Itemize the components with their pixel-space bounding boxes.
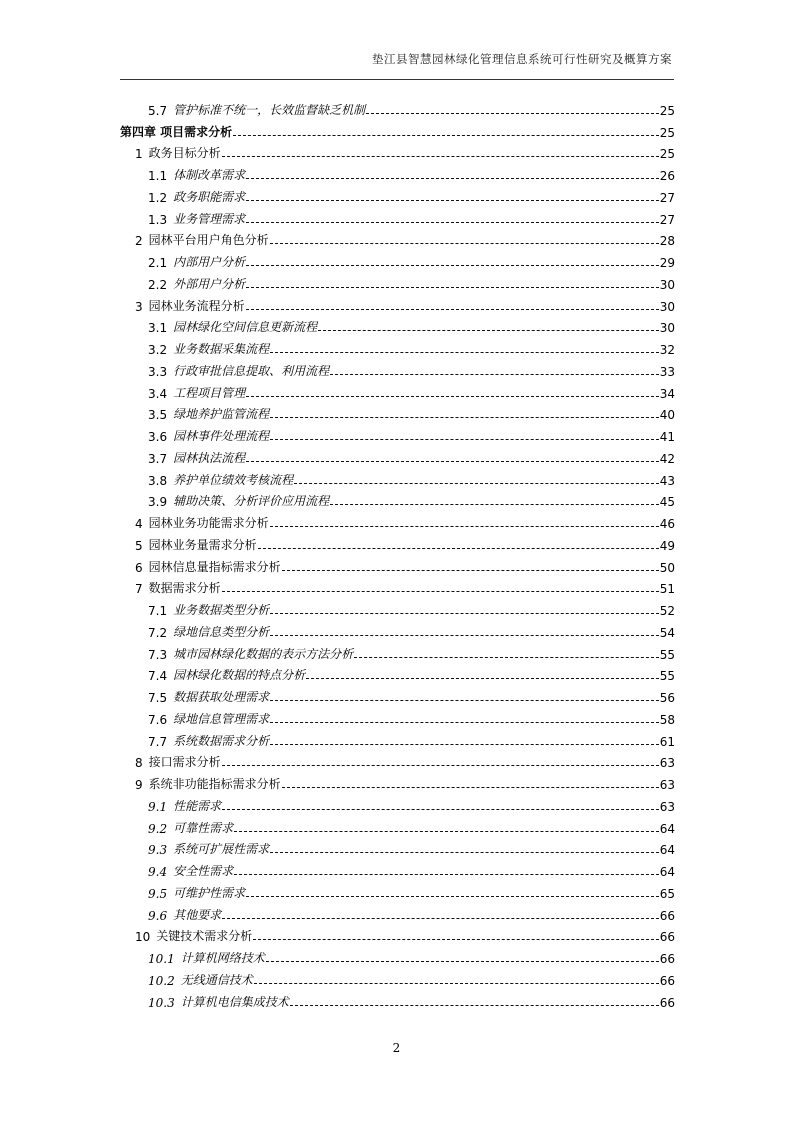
toc-entry-number: 7.7 bbox=[148, 734, 168, 749]
toc-entry-page: 25 bbox=[659, 125, 675, 140]
toc-entry-number: 9.3 bbox=[148, 843, 168, 858]
toc-entry-title: 关键技术需求分析 bbox=[156, 929, 253, 944]
toc-entry-title: 体制改革需求 bbox=[173, 168, 246, 182]
toc-entry-page: 56 bbox=[659, 691, 675, 705]
toc-entry-page: 61 bbox=[659, 734, 675, 749]
toc-entry-page: 63 bbox=[659, 799, 675, 814]
dot-leader bbox=[270, 439, 659, 440]
toc-entry-number: 3.5 bbox=[148, 408, 168, 423]
dot-leader bbox=[354, 657, 659, 658]
toc-entry-page: 33 bbox=[659, 364, 675, 379]
toc-entry-page: 64 bbox=[659, 843, 675, 858]
toc-entry-title: 外部用户分析 bbox=[173, 276, 246, 291]
toc-entry[interactable] bbox=[120, 118, 675, 140]
toc-entry-page: 30 bbox=[659, 277, 675, 292]
toc-entry-title: 系统可扩展性需求 bbox=[173, 842, 270, 857]
toc-entry[interactable] bbox=[120, 836, 675, 858]
toc-entry-number: 4 bbox=[135, 517, 143, 531]
toc-entry-page: 52 bbox=[659, 604, 675, 618]
toc-entry-page: 66 bbox=[659, 952, 675, 966]
toc-entry[interactable] bbox=[120, 575, 675, 597]
dot-leader bbox=[330, 374, 659, 375]
toc-entry-title: 无线通信技术 bbox=[180, 972, 253, 987]
toc-entry-number: 3.4 bbox=[148, 386, 168, 401]
toc-entry-number: 9.1 bbox=[148, 799, 168, 814]
toc-entry[interactable] bbox=[120, 988, 675, 1010]
dot-leader bbox=[270, 613, 659, 614]
toc-entry-number: 10 bbox=[135, 930, 151, 945]
toc-entry-title: 城市园林绿化数据的表示方法分析 bbox=[173, 646, 354, 661]
toc-entry-page: 58 bbox=[659, 712, 675, 727]
toc-entry-number: 7.4 bbox=[148, 669, 168, 684]
toc-entry-number: 7.1 bbox=[148, 604, 168, 618]
toc-entry[interactable] bbox=[120, 879, 675, 901]
toc-entry-title: 辅助决策、分析评价应用流程 bbox=[173, 494, 330, 509]
toc-entry-title: 业务数据类型分析 bbox=[173, 603, 270, 617]
toc-entry-page: 27 bbox=[659, 212, 675, 227]
dot-leader bbox=[270, 722, 659, 723]
toc-entry[interactable] bbox=[120, 357, 675, 379]
toc-entry-number: 10.1 bbox=[148, 952, 175, 966]
dot-leader bbox=[246, 200, 659, 201]
toc-entry-title: 政务职能需求 bbox=[173, 189, 246, 204]
toc-entry-title: 数据获取处理需求 bbox=[173, 690, 270, 704]
toc-entry-page: 66 bbox=[659, 930, 675, 945]
toc-entry[interactable] bbox=[120, 792, 675, 814]
dot-leader bbox=[246, 287, 659, 288]
toc-entry-page: 55 bbox=[659, 647, 675, 662]
toc-entry[interactable] bbox=[120, 444, 675, 466]
dot-leader bbox=[258, 548, 659, 549]
toc-entry-page: 63 bbox=[659, 756, 675, 771]
toc-entry[interactable] bbox=[120, 335, 675, 357]
dot-leader bbox=[306, 678, 659, 679]
toc-entry-number: 7.2 bbox=[148, 625, 168, 640]
toc-entry-page: 30 bbox=[659, 299, 675, 314]
dot-leader bbox=[266, 961, 659, 962]
toc-entry-page: 46 bbox=[659, 517, 675, 531]
dot-leader bbox=[282, 787, 659, 788]
toc-entry[interactable] bbox=[120, 270, 675, 292]
toc-entry-page: 51 bbox=[659, 582, 675, 597]
toc-entry-number: 3.2 bbox=[148, 343, 168, 357]
toc-entry-page: 63 bbox=[659, 778, 675, 792]
toc-entry-title: 第四章 项目需求分析 bbox=[120, 124, 233, 139]
toc-entry-number: 1 bbox=[135, 147, 143, 162]
toc-entry-number: 3.7 bbox=[148, 451, 168, 466]
toc-entry[interactable] bbox=[120, 292, 675, 314]
dot-leader bbox=[270, 417, 659, 418]
toc-entry-number: 7.5 bbox=[148, 691, 168, 705]
toc-entry-page: 66 bbox=[659, 995, 675, 1010]
toc-entry-number: 3.3 bbox=[148, 364, 168, 379]
toc-entry-number: 2 bbox=[135, 234, 143, 249]
toc-entry[interactable] bbox=[120, 553, 675, 575]
dot-leader bbox=[270, 744, 659, 745]
dot-leader bbox=[233, 135, 659, 136]
toc-entry[interactable] bbox=[120, 509, 675, 531]
toc-entry-number: 7.3 bbox=[148, 647, 168, 662]
toc-entry-page: 26 bbox=[659, 169, 675, 183]
toc-entry-title: 接口需求分析 bbox=[148, 755, 221, 770]
toc-entry[interactable] bbox=[120, 379, 675, 401]
toc-entry-number: 10.3 bbox=[148, 995, 175, 1010]
toc-entry-title: 绿地养护监管流程 bbox=[173, 407, 270, 422]
toc-entry-page: 25 bbox=[659, 103, 675, 118]
toc-entry-title: 园林信息量指标需求分析 bbox=[148, 559, 281, 574]
toc-entry[interactable] bbox=[120, 705, 675, 727]
toc-entry-number: 8 bbox=[135, 756, 143, 771]
toc-entry[interactable] bbox=[120, 857, 675, 879]
toc-entry[interactable] bbox=[120, 401, 675, 423]
toc-entry-title: 园林业务流程分析 bbox=[148, 298, 245, 313]
toc-entry-page: 40 bbox=[659, 408, 675, 423]
toc-entry-page: 50 bbox=[659, 560, 675, 575]
toc-entry[interactable] bbox=[120, 596, 675, 618]
toc-entry-title: 可靠性需求 bbox=[173, 820, 234, 835]
dot-leader bbox=[270, 352, 659, 353]
toc-entry-title: 其他要求 bbox=[173, 907, 222, 922]
toc-entry-title: 园林绿化空间信息更新流程 bbox=[173, 320, 318, 335]
toc-entry-title: 绿地信息类型分析 bbox=[173, 624, 270, 639]
toc-entry-page: 66 bbox=[659, 908, 675, 923]
toc-entry-page: 32 bbox=[659, 343, 675, 357]
toc-entry-title: 安全性需求 bbox=[173, 864, 234, 878]
page-number: 2 bbox=[392, 1041, 401, 1055]
dot-leader bbox=[270, 243, 659, 244]
toc-entry-title: 系统非功能指标需求分析 bbox=[148, 777, 281, 791]
toc-entry-page: 45 bbox=[659, 495, 675, 510]
dot-leader bbox=[246, 396, 659, 397]
toc-entry[interactable] bbox=[120, 314, 675, 336]
dot-leader bbox=[270, 526, 659, 527]
toc-entry[interactable] bbox=[120, 183, 675, 205]
toc-entry-number: 9 bbox=[135, 778, 143, 792]
toc-entry-page: 42 bbox=[659, 451, 675, 466]
toc-entry-page: 41 bbox=[659, 430, 675, 444]
toc-entry-number: 9.6 bbox=[148, 908, 168, 923]
dot-leader bbox=[366, 113, 659, 114]
toc-entry-title: 计算机网络技术 bbox=[180, 951, 265, 965]
toc-entry[interactable] bbox=[120, 96, 675, 118]
toc-entry-title: 行政审批信息提取、利用流程 bbox=[173, 363, 330, 378]
toc-entry-page: 65 bbox=[659, 886, 675, 901]
toc-entry-title: 养护单位绩效考核流程 bbox=[173, 472, 294, 487]
toc-entry-number: 5.7 bbox=[148, 103, 168, 118]
toc-entry[interactable] bbox=[120, 618, 675, 640]
toc-entry-number: 1.1 bbox=[148, 169, 168, 183]
toc-entry[interactable] bbox=[120, 727, 675, 749]
dot-leader bbox=[222, 809, 659, 810]
dot-leader bbox=[246, 178, 659, 179]
dot-leader bbox=[270, 635, 659, 636]
toc-entry-page: 55 bbox=[659, 669, 675, 684]
toc-entry-title: 数据需求分析 bbox=[148, 581, 221, 596]
toc-entry-number: 5 bbox=[135, 538, 143, 553]
toc-entry[interactable] bbox=[120, 488, 675, 510]
toc-entry-page: 64 bbox=[659, 821, 675, 836]
toc-entry-title: 计算机电信集成技术 bbox=[180, 994, 289, 1009]
toc-entry-title: 系统数据需求分析 bbox=[173, 733, 270, 748]
toc-entry-title: 可维护性需求 bbox=[173, 885, 246, 900]
toc-entry[interactable] bbox=[120, 814, 675, 836]
dot-leader bbox=[270, 700, 659, 701]
dot-leader bbox=[294, 483, 659, 484]
toc-entry-number: 9.4 bbox=[148, 865, 168, 879]
toc-entry[interactable] bbox=[120, 466, 675, 488]
toc-entry[interactable] bbox=[120, 140, 675, 162]
toc-entry-title: 政务目标分析 bbox=[148, 146, 221, 161]
toc-entry-number: 3.6 bbox=[148, 430, 168, 444]
toc-entry-title: 园林业务量需求分析 bbox=[148, 537, 257, 552]
toc-entry-page: 54 bbox=[659, 625, 675, 640]
toc-entry-page: 27 bbox=[659, 190, 675, 205]
dot-leader bbox=[222, 156, 659, 157]
toc-entry-page: 25 bbox=[659, 147, 675, 162]
toc-entry[interactable] bbox=[120, 662, 675, 684]
dot-leader bbox=[246, 265, 659, 266]
dot-leader bbox=[318, 330, 659, 331]
dot-leader bbox=[270, 852, 659, 853]
toc-entry-page: 29 bbox=[659, 256, 675, 270]
toc-entry-title: 园林平台用户角色分析 bbox=[148, 233, 269, 248]
toc-entry[interactable] bbox=[120, 227, 675, 249]
dot-leader bbox=[254, 983, 659, 984]
toc-entry-title: 园林绿化数据的特点分析 bbox=[173, 668, 306, 683]
toc-entry[interactable] bbox=[120, 161, 675, 183]
toc-entry[interactable] bbox=[120, 901, 675, 923]
toc-entry[interactable] bbox=[120, 205, 675, 227]
toc-entry-number: 2.1 bbox=[148, 256, 168, 270]
toc-entry-page: 64 bbox=[659, 865, 675, 879]
toc-entry-title: 性能需求 bbox=[173, 798, 222, 813]
table-of-contents bbox=[120, 96, 675, 1010]
toc-entry-page: 28 bbox=[659, 234, 675, 249]
dot-leader bbox=[246, 896, 659, 897]
toc-entry[interactable] bbox=[120, 683, 675, 705]
toc-entry-number: 3 bbox=[135, 299, 143, 314]
toc-entry-page: 43 bbox=[659, 473, 675, 488]
toc-entry[interactable] bbox=[120, 248, 675, 270]
toc-entry-number: 3.1 bbox=[148, 321, 168, 336]
toc-entry-number: 3.9 bbox=[148, 495, 168, 510]
dot-leader bbox=[282, 570, 659, 571]
toc-entry[interactable] bbox=[120, 944, 675, 966]
dot-leader bbox=[222, 591, 659, 592]
toc-entry-page: 34 bbox=[659, 386, 675, 401]
toc-entry-number: 7.6 bbox=[148, 712, 168, 727]
dot-leader bbox=[246, 309, 659, 310]
running-header: 垫江县智慧园林绿化管理信息系统可行性研究及概算方案 bbox=[372, 52, 672, 66]
toc-entry-number: 1.3 bbox=[148, 212, 168, 227]
toc-entry-title: 业务数据采集流程 bbox=[173, 342, 270, 356]
toc-entry-number: 6 bbox=[135, 560, 143, 575]
toc-entry-page: 49 bbox=[659, 538, 675, 553]
dot-leader bbox=[290, 1005, 659, 1006]
toc-entry-title: 园林执法流程 bbox=[173, 450, 246, 465]
dot-leader bbox=[222, 765, 659, 766]
dot-leader bbox=[234, 874, 659, 875]
dot-leader bbox=[234, 831, 659, 832]
toc-entry-title: 内部用户分析 bbox=[173, 255, 246, 269]
toc-entry-title: 管护标准不统一，长效监督缺乏机制 bbox=[173, 102, 366, 117]
toc-entry-title: 园林业务功能需求分析 bbox=[148, 516, 269, 530]
toc-entry[interactable] bbox=[120, 422, 675, 444]
toc-entry-number: 2.2 bbox=[148, 277, 168, 292]
header-rule bbox=[120, 79, 674, 80]
toc-entry-title: 业务管理需求 bbox=[173, 211, 246, 226]
toc-entry[interactable] bbox=[120, 770, 675, 792]
toc-entry[interactable] bbox=[120, 923, 675, 945]
dot-leader bbox=[246, 222, 659, 223]
toc-entry-number: 9.2 bbox=[148, 821, 168, 836]
toc-entry-number: 10.2 bbox=[148, 973, 175, 988]
toc-entry[interactable] bbox=[120, 966, 675, 988]
dot-leader bbox=[246, 461, 659, 462]
dot-leader bbox=[222, 918, 659, 919]
toc-entry-page: 66 bbox=[659, 973, 675, 988]
toc-entry-title: 园林事件处理流程 bbox=[173, 429, 270, 443]
toc-entry-number: 7 bbox=[135, 582, 143, 597]
toc-entry[interactable] bbox=[120, 749, 675, 771]
toc-entry-number: 3.8 bbox=[148, 473, 168, 488]
toc-entry-page: 30 bbox=[659, 321, 675, 336]
toc-entry-title: 工程项目管理 bbox=[173, 385, 246, 400]
toc-entry[interactable] bbox=[120, 531, 675, 553]
toc-entry-number: 9.5 bbox=[148, 886, 168, 901]
toc-entry[interactable] bbox=[120, 640, 675, 662]
dot-leader bbox=[330, 504, 659, 505]
toc-entry-number: 1.2 bbox=[148, 190, 168, 205]
toc-entry-title: 绿地信息管理需求 bbox=[173, 711, 270, 726]
dot-leader bbox=[253, 939, 658, 940]
